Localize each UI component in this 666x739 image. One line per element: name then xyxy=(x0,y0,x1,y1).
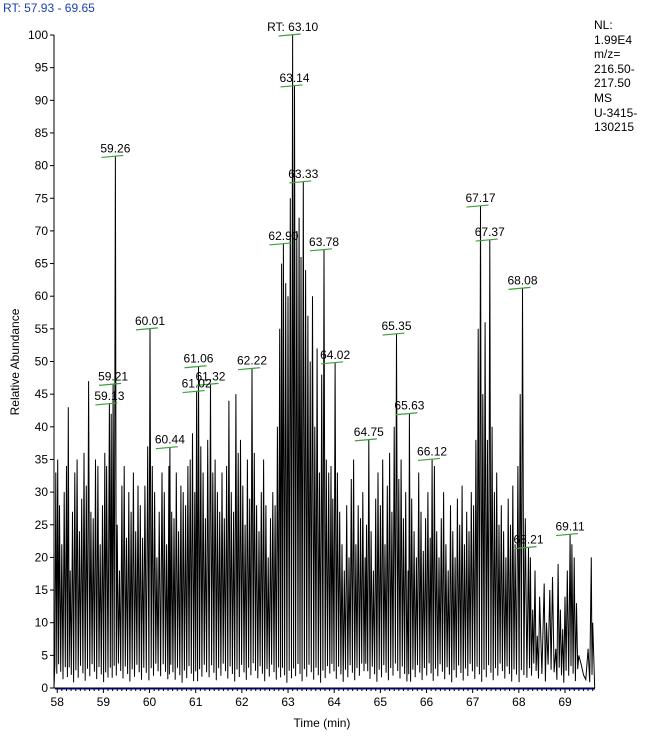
y-tick-label: 30 xyxy=(34,485,48,500)
peak-label: 66.12 xyxy=(417,444,448,459)
meta-line-mz-low: 216.50- xyxy=(594,61,635,76)
peak-label: 67.17 xyxy=(465,191,496,206)
peak-label: 59.26 xyxy=(100,141,131,156)
x-tick-label: 63 xyxy=(281,695,295,709)
y-axis-title: Relative Abundance xyxy=(8,308,22,416)
y-tick-label: 25 xyxy=(34,517,48,532)
peak-label: 63.33 xyxy=(288,166,319,181)
peak-apex-marker xyxy=(136,328,158,330)
peak-label: RT: 63.10 xyxy=(267,20,319,34)
y-tick-label: 45 xyxy=(34,387,48,402)
peak-apex-marker xyxy=(95,403,117,405)
x-tick-label: 65 xyxy=(373,695,388,709)
meta-line-scan-type: MS xyxy=(594,90,612,105)
peak-apex-marker xyxy=(476,239,498,241)
peak-apex-marker xyxy=(418,458,440,460)
y-tick-label: 40 xyxy=(34,419,48,434)
y-tick-label: 55 xyxy=(34,321,48,336)
y-tick-label: 15 xyxy=(34,583,48,598)
peak-label: 62.90 xyxy=(268,228,299,243)
peak-label: 69.11 xyxy=(555,519,585,534)
y-tick-label: 5 xyxy=(41,648,48,663)
y-tick-label: 75 xyxy=(34,191,48,206)
peak-apex-marker xyxy=(184,366,206,368)
x-tick-label: 69 xyxy=(558,695,572,709)
y-tick-label: 90 xyxy=(34,93,48,108)
peak-apex-marker xyxy=(99,383,121,385)
meta-line-nl-label: NL: xyxy=(594,18,613,32)
x-tick-label: 64 xyxy=(327,695,341,709)
peak-label: 63.14 xyxy=(279,70,310,85)
peak-apex-marker xyxy=(355,439,377,441)
peak-apex-marker xyxy=(556,534,578,536)
peak-label: 68.21 xyxy=(513,532,544,547)
meta-line-sample-a: U-3415- xyxy=(594,105,638,120)
x-tick-label: 68 xyxy=(512,695,526,709)
y-tick-label: 70 xyxy=(34,223,48,238)
y-tick-label: 35 xyxy=(34,452,48,467)
peak-apex-marker xyxy=(383,333,405,335)
y-tick-label: 60 xyxy=(34,289,48,304)
peak-apex-marker xyxy=(156,447,178,449)
y-tick-label: 50 xyxy=(34,354,48,369)
y-tick-label: 65 xyxy=(34,256,48,271)
peak-apex-marker xyxy=(101,155,123,157)
meta-line-mz-label: m/z= xyxy=(594,47,621,62)
x-tick-label: 60 xyxy=(142,695,157,709)
peak-label: 59.13 xyxy=(94,388,125,403)
peak-label: 65.35 xyxy=(381,319,412,334)
y-tick-label: 80 xyxy=(34,158,48,173)
peak-apex-marker xyxy=(310,249,332,251)
peak-label: 61.32 xyxy=(195,369,226,384)
peak-label: 61.06 xyxy=(183,351,214,366)
y-tick-label: 0 xyxy=(41,681,48,695)
x-tick-label: 62 xyxy=(235,695,249,709)
peak-apex-marker xyxy=(509,287,531,289)
meta-line-nl-value: 1.99E4 xyxy=(594,32,633,47)
peak-apex-marker xyxy=(183,391,205,393)
y-tick-label: 100 xyxy=(27,28,48,42)
y-tick-label: 20 xyxy=(34,550,48,565)
x-tick-label: 66 xyxy=(419,695,434,709)
peak-label: 65.63 xyxy=(394,398,425,413)
peak-label: 60.01 xyxy=(134,313,166,328)
peak-apex-marker xyxy=(280,85,302,87)
y-tick-label: 85 xyxy=(34,125,48,140)
x-axis-title: Time (min) xyxy=(293,716,351,730)
peak-apex-marker xyxy=(467,205,489,207)
x-tick-label: 67 xyxy=(465,695,480,709)
peak-label: 61.02 xyxy=(181,376,212,391)
meta-line-mz-high: 217.50 xyxy=(594,76,631,91)
peak-apex-marker xyxy=(279,34,301,36)
x-tick-label: 58 xyxy=(50,695,64,709)
y-tick-label: 95 xyxy=(34,60,48,75)
peak-apex-marker xyxy=(395,413,417,415)
plot-area xyxy=(28,20,595,709)
peak-label: 68.08 xyxy=(507,273,538,288)
peak-label: 59.21 xyxy=(98,369,129,384)
peak-label: 64.75 xyxy=(353,424,384,439)
x-tick-label: 59 xyxy=(96,695,111,709)
peak-label: 64.02 xyxy=(320,347,351,362)
peak-label: 62.22 xyxy=(237,353,268,368)
y-tick-label: 10 xyxy=(34,615,48,630)
peak-apex-marker xyxy=(238,368,260,370)
rt-range-title: RT: 57.93 - 69.65 xyxy=(3,1,95,15)
peak-label: 63.78 xyxy=(309,234,340,249)
peak-apex-marker xyxy=(269,243,291,245)
peak-label: 60.44 xyxy=(154,432,185,447)
peak-label: 67.37 xyxy=(474,225,505,240)
x-tick-label: 61 xyxy=(189,695,203,709)
meta-line-sample-b: 130215 xyxy=(594,120,635,135)
